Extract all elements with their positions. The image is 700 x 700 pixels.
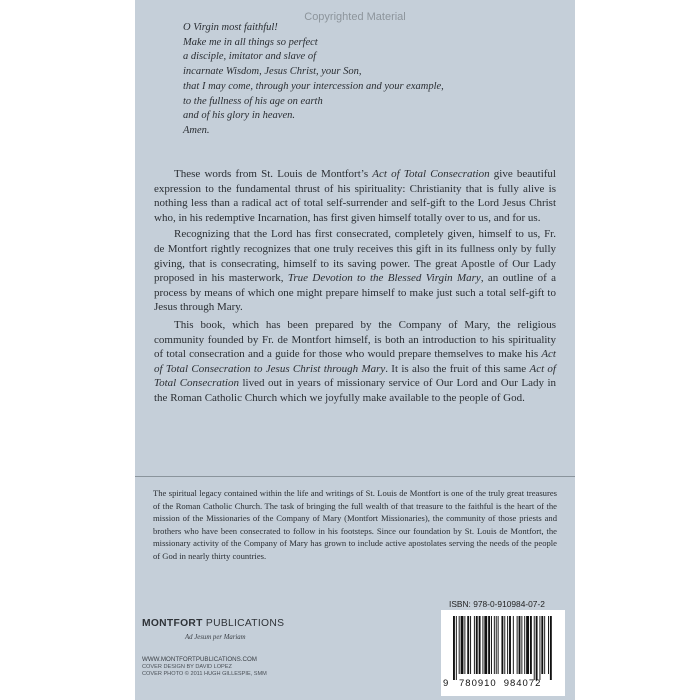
barcode-bar	[464, 616, 465, 674]
barcode-first-digit: 9	[443, 678, 449, 689]
publisher-logo	[142, 618, 284, 629]
paragraph-text: , an outline of a process by means of which one might prepare himself to make just such a total self-gift to Jesus through Mary.	[154, 272, 556, 314]
barcode-bar	[494, 616, 495, 674]
barcode-bar	[482, 616, 483, 674]
poem-line: Amen.	[183, 124, 210, 136]
publisher-name-light: PUBLICATIONS	[202, 618, 285, 629]
cover-design-credit: COVER DESIGN BY DAVID LOPEZ	[142, 664, 232, 670]
barcode-bar	[513, 616, 514, 674]
barcode-bar	[517, 616, 518, 674]
paragraph-3	[154, 318, 556, 406]
barcode-bar	[507, 616, 508, 674]
barcode-group-1: 780910	[459, 678, 497, 689]
publisher-name-bold: MONTFORT	[142, 618, 203, 629]
paragraph-text: These words from St. Louis de Montfort’s	[174, 168, 373, 180]
barcode-bar	[539, 616, 540, 680]
barcode-bar	[467, 616, 469, 674]
barcode-bar	[530, 616, 532, 674]
paragraph-text: . It is also the fruit of this same	[385, 362, 530, 375]
publisher-url: WWW.MONTFORTPUBLICATIONS.COM	[142, 656, 257, 663]
barcode-bar	[521, 616, 522, 674]
barcode-bar	[536, 616, 538, 680]
barcode-bar	[474, 616, 475, 674]
paragraph-text: Recognizing that the Lord has first consecrated, completely given, himself to us, Fr. de Montfort rightly recognizes that one truly receives this gift in its fullness only by fully giving, that is consecrating, himself to its saving power. The great Apostle of Our Lady proposed in his masterwork,	[154, 228, 556, 285]
barcode-group-2: 984072	[503, 678, 542, 689]
barcode-bar	[541, 616, 543, 674]
legacy-paragraph: The spiritual legacy contained within the life and writings of St. Louis de Montfort is one of the truly great treasures of the Roman Catholic Church. The task of bringing the full wealth of that treasure to the faithful is the heart of the mission of the Missionaries of the Company of Mary (Montfort Missionaries), the community of those priests and brothers who have been consecrated to follow in his footsteps. Since our foundation by St. Louis de Montfort, the missionary activity of the Company of Mary has grown to include active apostolates serving the needs of the people of God in nearly thirty countries.	[153, 488, 557, 561]
poem-line: incarnate Wisdom, Jesus Christ, your Son,	[183, 66, 362, 78]
poem-line: a disciple, imitator and slave of	[183, 51, 316, 63]
barcode-bar	[509, 616, 511, 674]
poem-line: and of his glory in heaven.	[183, 110, 295, 122]
barcode-bar	[550, 616, 552, 680]
isbn-label: ISBN: 978-0-910984-07-2	[449, 599, 545, 609]
copyright-watermark: Copyrighted Material	[304, 11, 406, 23]
barcode-bar	[461, 616, 464, 674]
barcode	[441, 610, 565, 696]
publisher-tagline: Ad Jesum per Mariam	[185, 634, 246, 641]
divider-line	[135, 476, 575, 477]
paragraph-text: give beautiful expression to the fundamental thrust of his spirituality: Christianity that is fully alive is nothing less than a radical act of total self-surrender and self-gift to the Lord Jesus Christ who, in his redemptive Incarnation, has first given himself totally over to us, and for us.	[154, 168, 556, 224]
prayer-poem	[183, 21, 444, 139]
book-title: Act of Total Consecration to Jesus Christ through Mary	[154, 348, 556, 375]
barcode-bar	[526, 616, 529, 674]
barcode-bars	[449, 616, 557, 680]
paragraph-text: lived out in years of missionary service of Our Lord and Our Lady in the Roman Catholic Church which we joyfully make available to the people of God.	[154, 377, 556, 404]
poem-line: to the fullness of his age on earth	[183, 95, 323, 107]
barcode-bar	[496, 616, 497, 674]
paragraph-text: This book, which has been prepared by the Company of Mary, the religious community founded by Fr. de Montfort himself, is both an introduction to his spirituality of total consecration and a guide for those who would prepare themselves to make his	[154, 318, 556, 361]
barcode-bar	[470, 616, 471, 674]
barcode-bar	[476, 616, 478, 674]
book-title: True Devotion to the Blessed Virgin Mary	[287, 272, 481, 285]
poem-line: Make me in all things so perfect	[183, 36, 318, 48]
barcode-bar	[504, 616, 505, 674]
barcode-bar	[501, 616, 503, 674]
barcode-bar	[519, 616, 521, 674]
cover-photo-credit: COVER PHOTO © 2011 HUGH GILLESPIE, SMM	[142, 671, 267, 677]
barcode-bar	[524, 616, 525, 674]
barcode-bar	[544, 616, 545, 674]
barcode-bar	[534, 616, 535, 680]
barcode-bar	[456, 616, 457, 680]
barcode-bar	[453, 616, 455, 680]
book-title: Act of Total Consecration	[154, 362, 556, 390]
barcode-bar	[479, 616, 481, 674]
book-title: Act of Total Consecration	[372, 168, 490, 180]
barcode-bar	[459, 616, 460, 674]
poem-line: O Virgin most faithful!	[183, 22, 278, 33]
barcode-bar	[548, 616, 549, 674]
poem-line: that I may come, through your intercession and your example,	[183, 80, 444, 92]
barcode-bar	[484, 616, 487, 674]
barcode-bar	[491, 616, 492, 674]
barcode-digits	[443, 678, 563, 689]
description-body	[154, 167, 556, 406]
paragraph-2	[154, 227, 556, 315]
barcode-bar	[498, 616, 499, 674]
back-cover	[135, 0, 575, 700]
paragraph-1	[154, 167, 556, 225]
barcode-bar	[488, 616, 490, 674]
